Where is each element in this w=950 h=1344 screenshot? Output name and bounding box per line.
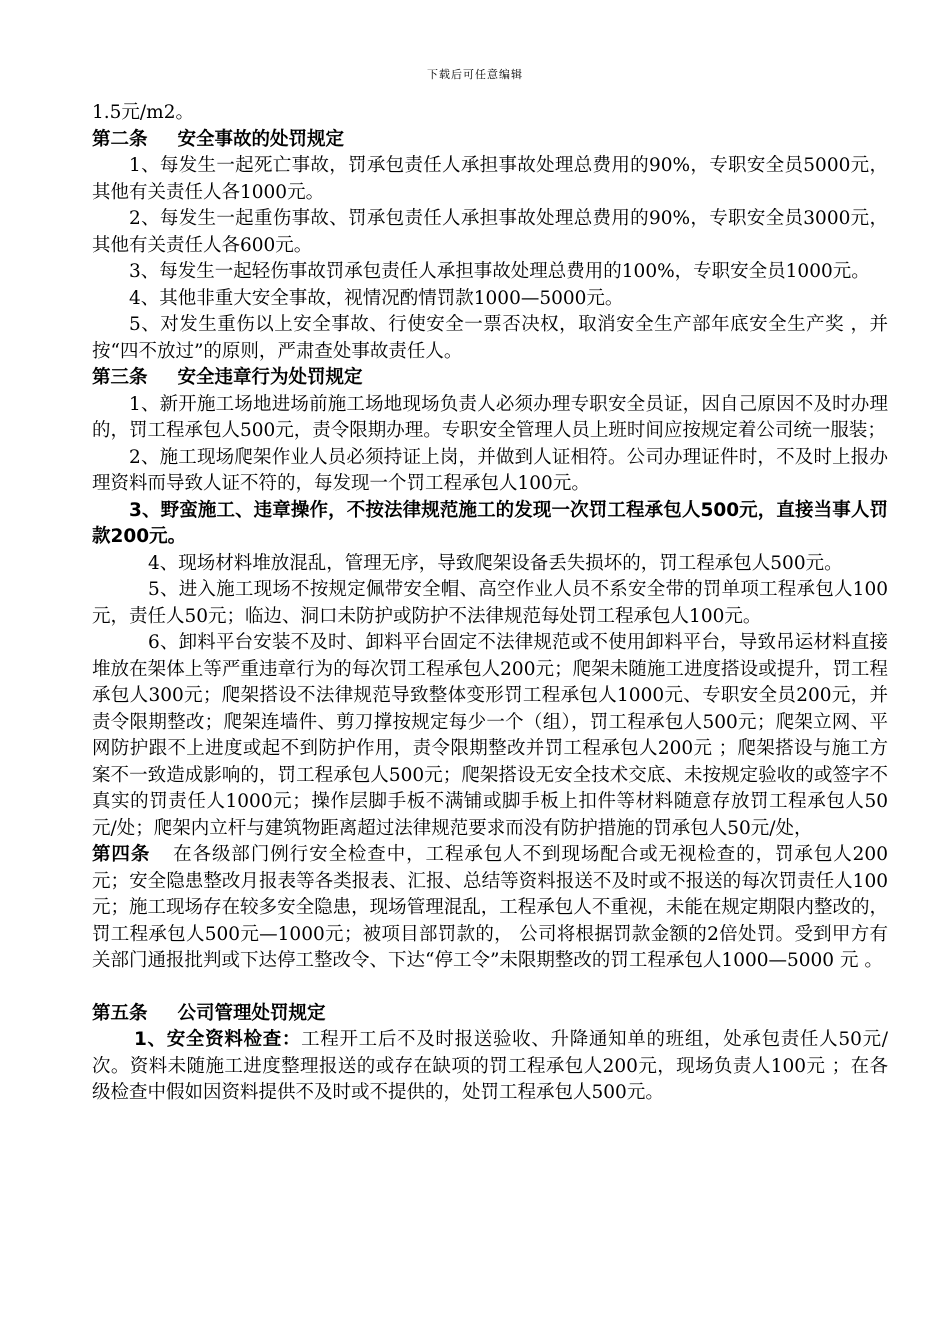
article-heading-5 [92,1001,888,1028]
clause-text: 工程开工后不及时报送验收、升降通知单的班组，处承包责任人50元/次。资料未随施工进度整理报送的或存在缺项的罚工程承包人200元，现场负责人100元 ；在各级检查中假如因资料提供不及时或不提供的，处罚工程承包人500元。 [92,1029,889,1103]
article-number: 第三条 [92,367,148,388]
clause-3-2: 2、施工现场爬架作业人员必须持证上岗，并做到人证相符。公司办理证件时，不及时上报办理资料而导致人证不符的，每发现一个罚工程承包人100元。 [92,446,888,494]
clause-5-1 [92,1027,888,1107]
clause-3-6: 6、卸料平台安装不及时、卸料平台固定不法律规范或不使用卸料平台，导致吊运材料直接堆放在架体上等严重违章行为的每次罚工程承包人200元；爬架未随施工进度搭设或提升，罚工程承包人300元；爬架搭设不法律规范导致整体变形罚工程承包人1000元、专职安全员200元，并责令限期整改；爬架连墙件、剪刀撑按规定每少一个（组），罚工程承包人500元；爬架立网、平网防护跟不上进度或起不到防护作用，责令限期整改并罚工程承包人200元 ；爬架搭设与施工方案不一致造成影响的，罚工程承包人500元；爬架搭设无安全技术交底、未按规定验收的或签字不真实的罚责任人1000元；操作层脚手板不满铺或脚手板上扣件等材料随意存放罚工程承包人50元/处；爬架内立杆与建筑物距离超过法律规范要求而没有防护措施的罚承包人50元/处， [92,632,889,839]
clause-label: 1、安全资料检查： [134,1029,302,1050]
document-body [92,100,888,1107]
clause-2-4: 4、其他非重大安全事故，视情况酌情罚款1000—5000元。 [129,287,624,309]
article-number: 第四条 [92,844,151,865]
clause-2-2: 2、每发生一起重伤事故、罚承包责任人承担事故处理总费用的90%，专职安全员3000元，其他有关责任人各600元。 [92,208,888,256]
clause-2-1: 1、每发生一起死亡事故，罚承包责任人承担事故处理总费用的90%，专职安全员5000元，其他有关责任人各1000元。 [92,155,888,203]
article-4 [92,842,888,975]
article-number: 第五条 [92,1002,148,1024]
article-heading-3 [92,365,888,392]
article-title: 安全违章行为处罚规定 [177,367,363,388]
article-title: 安全事故的处罚规定 [177,128,345,150]
clause-3-4: 4、现场材料堆放混乱，管理无序，导致爬架设备丢失损坏的，罚工程承包人500元。 [148,552,843,574]
article-4-text: 在各级部门例行安全检查中，工程承包人不到现场配合或无视检查的，罚承包人200元；安全隐患整改月报表等各类报表、汇报、总结等资料报送不及时或不报送的每次罚责任人100元；施工现场存在较多安全隐患，现场管理混乱，工程承包人不重视，未能在规定期限内整改的，罚工程承包人500元—1000元；被项目部罚款的， 公司将根据罚款金额的2倍处罚。受到甲方有关部门通报批判或下达停工整改令、下达“停工令”未限期整改的罚工程承包人1000—5000 元 。 [92,844,888,971]
article-heading-2 [92,127,888,154]
clause-3-1: 1、新开施工场地进场前施工场地现场负责人必须办理专职安全员证，因自己原因不及时办理的，罚工程承包人500元，责令限期办理。专职安全管理人员上班时间应按规定着公司统一服装； [92,393,888,441]
paragraph-continuation: 1.5元/m2。 [92,102,194,123]
article-number: 第二条 [92,128,148,150]
page-header: 下载后可任意编辑 [427,68,523,81]
article-title: 公司管理处罚规定 [177,1002,326,1024]
clause-3-5: 5、进入施工现场不按规定佩带安全帽、高空作业人员不系安全带的罚单项工程承包人100元，责任人50元；临边、洞口未防护或防护不法律规范每处罚工程承包人100元。 [92,579,888,627]
clause-3-3: 3、野蛮施工、违章操作，不按法律规范施工的发现一次罚工程承包人500元，直接当事人罚款200元。 [92,499,888,547]
clause-2-5: 5、对发生重伤以上安全事故、行使安全一票否决权，取消安全生产部年底安全生产奖 ，并按“四不放过”的原则，严肃查处事故责任人。 [92,314,888,362]
clause-2-3: 3、每发生一起轻伤事故罚承包责任人承担事故处理总费用的100%，专职安全员1000元。 [129,261,870,282]
